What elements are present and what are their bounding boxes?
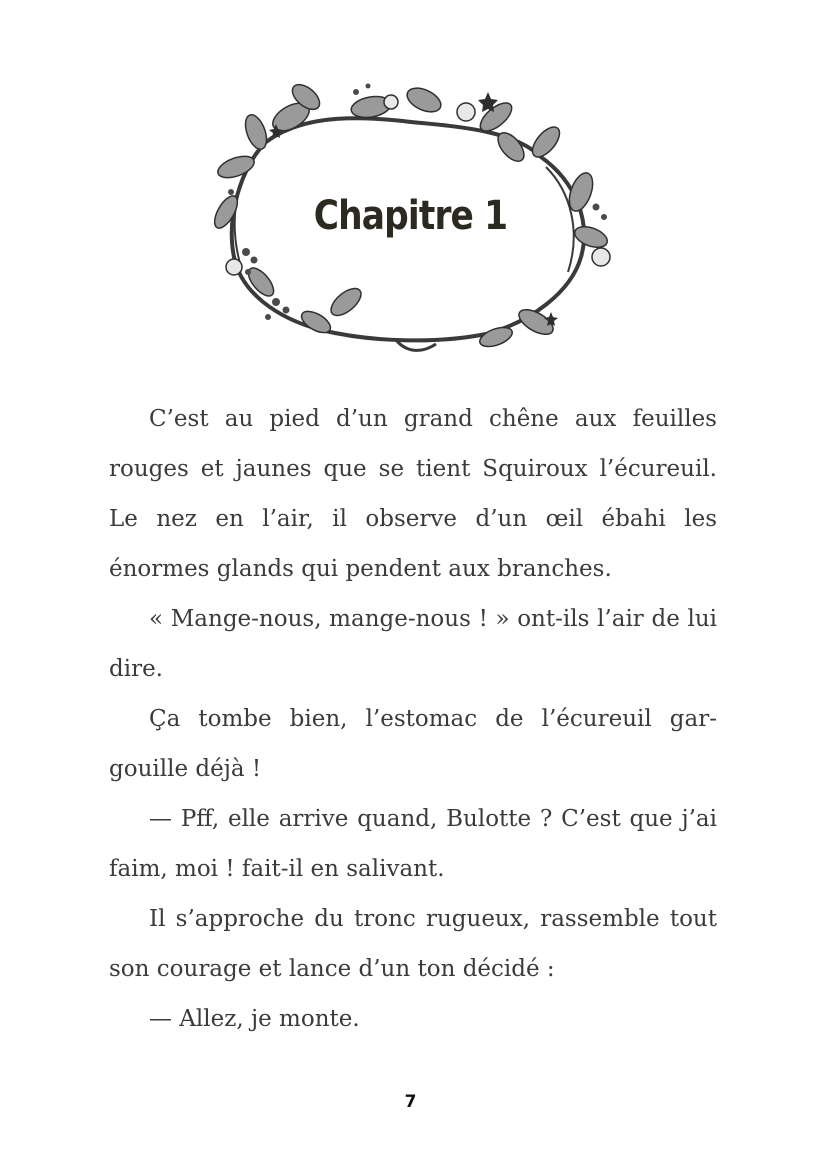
- paragraph: Il s’approche du tronc rugueux, rassemble tout son courage et lance d’un ton décidé :: [109, 906, 717, 982]
- paragraph: « Mange-nous, mange-nous ! » ont-ils l’air de lui dire.: [109, 606, 717, 682]
- page-number: 7: [404, 1092, 417, 1112]
- paragraph: C’est au pied d’un grand chêne aux feuilles rouges et jaunes que se tient Squiroux l’écureuil. Le nez en l’air, il observe d’un œil ébahi les énormes glands qui pendent aux branches.: [109, 406, 717, 582]
- paragraph: Ça tombe bien, l’estomac de l’écureuil gar- gouille déjà !: [109, 706, 717, 782]
- chapter-title: Chapitre 1: [313, 193, 508, 239]
- paragraph: — Pff, elle arrive quand, Bulotte ? C’est que j’ai faim, moi ! fait-il en salivant.: [109, 806, 717, 882]
- paragraph: — Allez, je monte.: [149, 1006, 360, 1032]
- chapter-body: [109, 394, 717, 1044]
